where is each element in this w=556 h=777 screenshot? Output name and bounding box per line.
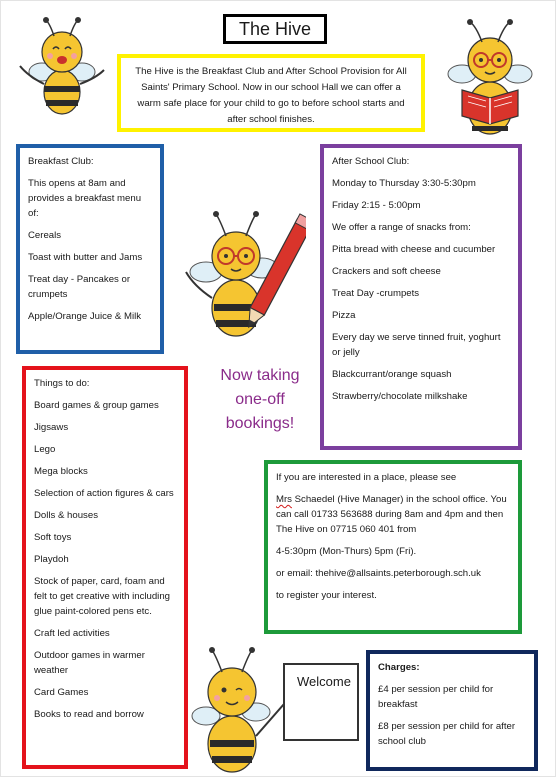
things-to-do-box: [22, 366, 188, 769]
things-item: Jigsaws: [34, 422, 69, 433]
contact-manager: [276, 492, 510, 537]
manager-details: Schaedel (Hive Manager) in the school office. You can call 01733 563688 during 8am and 4pm and then The Hive on 07715 060 401 from: [276, 494, 507, 535]
charges-line: £4 per session per child for breakfast: [378, 684, 494, 710]
after-school-line: Treat Day -crumpets: [332, 288, 420, 299]
breakfast-line: Treat day - Pancakes or crumpets: [28, 274, 131, 300]
contact-box: [264, 460, 522, 634]
things-item: Stock of paper, card, foam and felt to get creative with including glue paint-colored pens etc.: [34, 576, 170, 617]
things-item: Lego: [34, 444, 56, 455]
things-item: Outdoor games in warmer weather: [34, 650, 145, 676]
contact-closing: to register your interest.: [276, 590, 377, 601]
after-school-line: Monday to Thursday 3:30-5:30pm: [332, 178, 476, 189]
after-school-line: We offer a range of snacks from:: [332, 222, 471, 233]
things-heading: Things to do:: [34, 378, 90, 389]
after-school-line: Pitta bread with cheese and cucumber: [332, 244, 496, 255]
breakfast-club-box: [16, 144, 164, 354]
welcome-sign-text: Welcome: [297, 674, 351, 689]
bee-pencil-icon: [176, 206, 306, 356]
bee-welcome-sign-icon: [186, 640, 366, 775]
after-school-club-box: [320, 144, 522, 450]
bookings-line: Now taking: [220, 367, 300, 384]
things-item: Card Games: [34, 687, 89, 698]
bookings-line: one-off: [235, 391, 285, 408]
breakfast-heading: Breakfast Club:: [28, 156, 94, 167]
bookings-line: bookings!: [225, 415, 295, 432]
things-item: Playdoh: [34, 554, 69, 565]
bee-reading-icon: [440, 12, 540, 142]
intro-box: The Hive is the Breakfast Club and After School Provision for All Saints' Primary School. Now in our school Hall we can offer a warm safe place for your child to go to before school starts and after school finishes.: [117, 54, 425, 132]
things-item: Mega blocks: [34, 466, 88, 477]
contact-email: or email: thehive@allsaints.peterborough.sch.uk: [276, 568, 481, 579]
things-item: Soft toys: [34, 532, 72, 543]
after-school-line: Every day we serve tinned fruit, yoghurt or jelly: [332, 332, 501, 358]
after-school-line: Friday 2:15 - 5:00pm: [332, 200, 421, 211]
after-school-line: Crackers and soft cheese: [332, 266, 441, 277]
after-school-line: Blackcurrant/orange squash: [332, 369, 452, 380]
after-school-heading: After School Club:: [332, 156, 410, 167]
after-school-line: Pizza: [332, 310, 356, 321]
things-item: Books to read and borrow: [34, 709, 144, 720]
contact-hours: 4-5:30pm (Mon-Thurs) 5pm (Fri).: [276, 546, 417, 557]
after-school-line: Strawberry/chocolate milkshake: [332, 391, 468, 402]
breakfast-line: Toast with butter and Jams: [28, 252, 143, 263]
manager-title: Mrs: [276, 494, 292, 505]
breakfast-line: This opens at 8am and provides a breakfast menu of:: [28, 178, 142, 219]
things-item: Selection of action figures & cars: [34, 488, 174, 499]
bee-waving-icon: [12, 14, 112, 124]
things-item: Board games & group games: [34, 400, 159, 411]
breakfast-line: Apple/Orange Juice & Milk: [28, 311, 142, 322]
breakfast-line: Cereals: [28, 230, 62, 241]
contact-intro: If you are interested in a place, please see: [276, 472, 457, 483]
bookings-callout: [205, 364, 315, 436]
charges-heading: Charges:: [378, 662, 420, 673]
things-item: Craft led activities: [34, 628, 110, 639]
charges-box: [366, 650, 538, 771]
charges-line: £8 per session per child for after school club: [378, 721, 516, 747]
things-item: Dolls & houses: [34, 510, 98, 521]
page-title: The Hive: [223, 14, 327, 44]
